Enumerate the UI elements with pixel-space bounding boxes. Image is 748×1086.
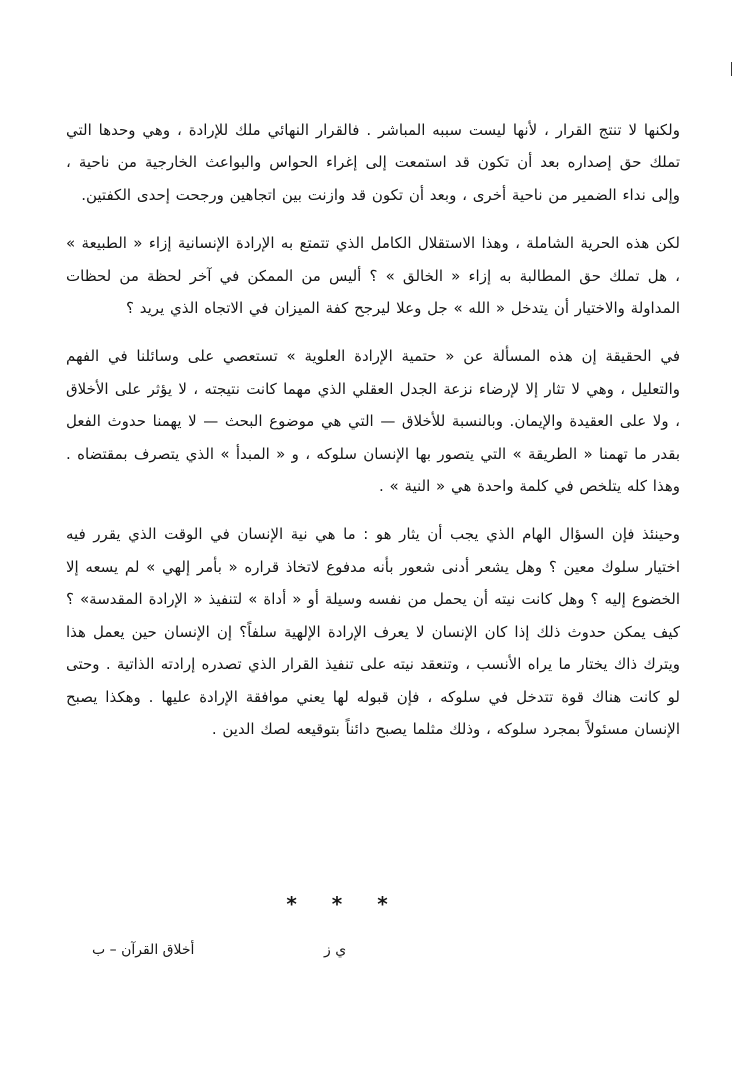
book-label: أخلاق القرآن – ب (92, 942, 195, 958)
section-separator: * * * (286, 892, 402, 916)
paragraph-4: وحينئذ فإن السؤال الهام الذي يجب أن يثار هو : ما هي نية الإنسان في الوقت الذي يقرر فيه اختيار سلوك معين ؟ وهل يشعر أدنى شعور بأنه مدفوع لاتخاذ قراره « بأمر إلهي » لم يسعه إلا الخضوع إليه ؟ وهل كانت نيته أن يحمل من نفسه وسيلة أو « أداة » لتنفيذ « الإرادة المقدسة» ؟ كيف يمكن حدوث ذلك إذا كان الإنسان لا يعرف الإرادة الإلهية سلفاً؟ إن الإنسان حين يعمل هذا ويترك ذاك يختار ما يراه الأنسب ، وتنعقد نيته على تنفيذ القرار الذي تصدره إرادته الذاتية . وحتى لو كانت هناك قوة تتدخل في سلوكه ، فإن قبوله لها يعني موافقة الإرادة عليها . وهكذا يصبح الإنسان مسئولاً بمجرد سلوكه ، وذلك مثلما يصبح دائناً بتوقيعه لصك الدين . (66, 525, 680, 738)
body-text (66, 114, 680, 745)
margin-mark (731, 62, 732, 76)
paragraph-1: ولكنها لا تنتج القرار ، لأنها ليست سببه المباشر . فالقرار النهائي ملك للإرادة ، وهي وحدها التي تملك حق إصداره بعد أن تكون قد استمعت إلى إغراء الحواس والبواعث الخارجية من ناحية ، وإلى نداء الضمير من ناحية أخرى ، وبعد أن تكون قد وازنت بين اتجاهين ورجحت إحدى الكفتين. (66, 121, 680, 204)
signature-mark: ي ز (324, 942, 347, 958)
paragraph-3: في الحقيقة إن هذه المسألة عن « حتمية الإرادة العلوية » تستعصي على وسائلنا في الفهم والتعليل ، وهي لا تثار إلا لإرضاء نزعة الجدل العقلي الذي مهما كانت نتيجته ، لا يؤثر على الأخلاق ، ولا على العقيدة والإيمان. وبالنسبة للأخلاق — التي هي موضوع البحث — لا يهمنا حدوث الفعل بقدر ما تهمنا « الطريقة » التي يتصور بها الإنسان سلوكه ، و « المبدأ » الذي يتصرف بمقتضاه . وهذا كله يتلخص في كلمة واحدة هي « النية » . (66, 347, 680, 496)
paragraph-2: لكن هذه الحرية الشاملة ، وهذا الاستقلال الكامل الذي تتمتع به الإرادة الإنسانية إزاء « الطبيعة » ، هل تملك حق المطالبة به إزاء « الخالق » ؟ أليس من الممكن في آخر لحظة من لحظات المداولة والاختيار أن يتدخل « الله » جل وعلا ليرجح كفة الميزان في الاتجاه الذي يريد ؟ (66, 234, 680, 318)
